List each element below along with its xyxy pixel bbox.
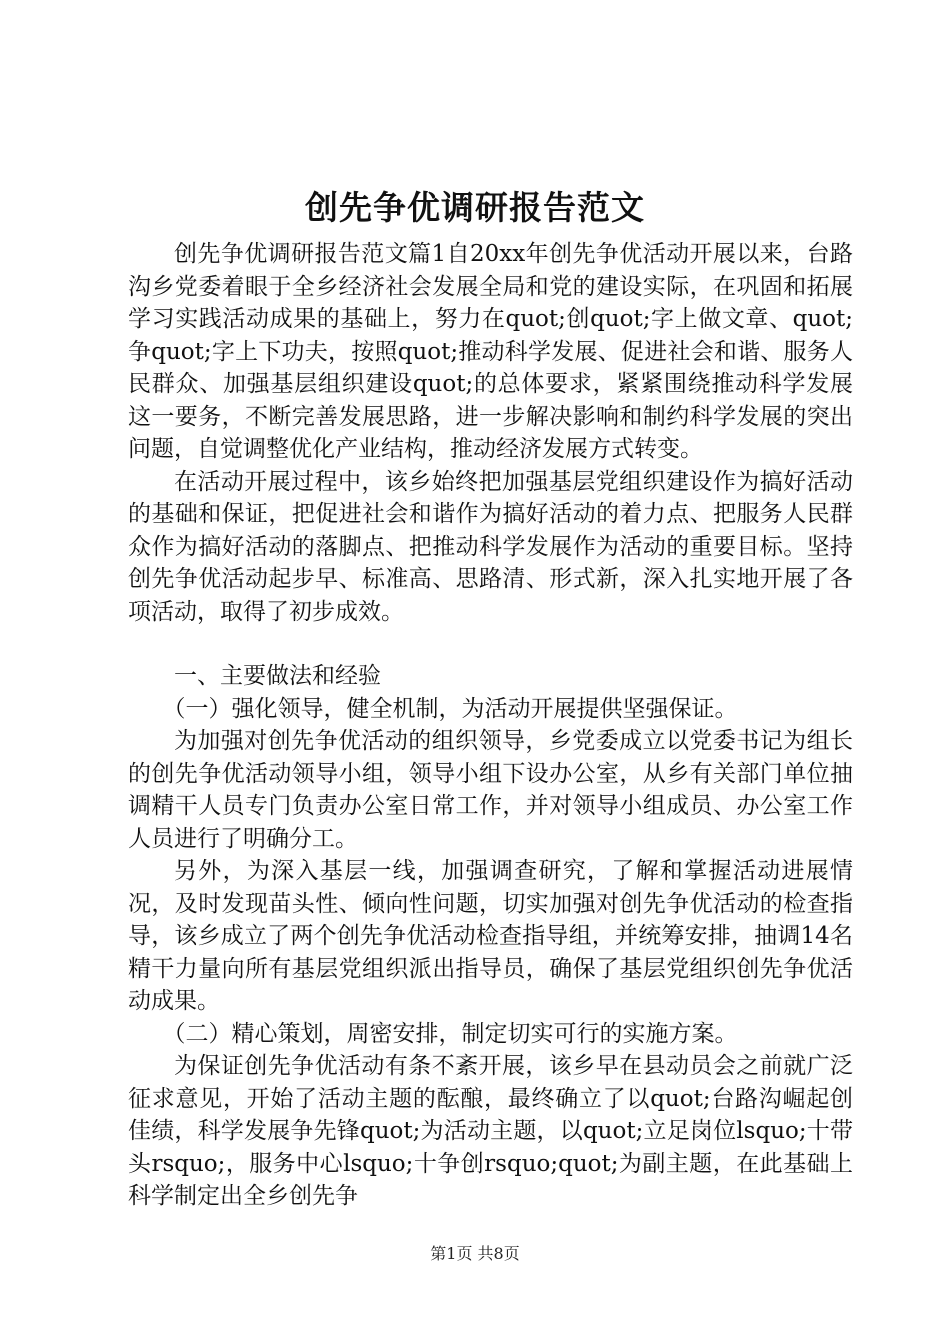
page-footer: 第1页 共8页 <box>430 1244 520 1263</box>
section-heading: 一、主要做法和经验 <box>174 663 381 689</box>
paragraph-planning: 为保证创先争优活动有条不紊开展，该乡早在县动员会之前就广泛征求意见，开始了活动主题的酝酿，最终确立了以quot;台路沟崛起创佳绩，科学发展争先锋quot;为活动主题，以quot;立足岗位lsquo;十带头rsquo;，服务中心lsquo;十争创rsquo;quot;为副主题，在此基础上科学制定出全乡创先争 <box>128 1053 853 1209</box>
paragraph-inspection: 另外，为深入基层一线，加强调查研究，了解和掌握活动进展情况，及时发现苗头性、倾向性问题，切实加强对创先争优活动的检查指导，该乡成立了两个创先争优活动检查指导组，并统筹安排，抽调14名精干力量向所有基层党组织派出指导员，确保了基层党组织创先争优活动成果。 <box>128 858 853 1014</box>
paragraph-leadership: 为加强对创先争优活动的组织领导，乡党委成立以党委书记为组长的创先争优活动领导小组，领导小组下设办公室，从乡有关部门单位抽调精干人员专门负责办公室日常工作，并对领导小组成员、办公室工作人员进行了明确分工。 <box>128 728 853 852</box>
document-title: 创先争优调研报告范文 <box>305 188 645 227</box>
document-body <box>128 238 853 1213</box>
paragraph-process: 在活动开展过程中，该乡始终把加强基层党组织建设作为搞好活动的基础和保证，把促进社会和谐作为搞好活动的着力点、把服务人民群众作为搞好活动的落脚点、把推动科学发展作为活动的重要目标。坚持创先争优活动起步早、标准高、思路清、形式新，深入扎实地开展了各项活动，取得了初步成效。 <box>128 468 853 625</box>
subsection-heading-2: （二）精心策划，周密安排，制定切实可行的实施方案。 <box>162 1020 738 1047</box>
subsection-heading-1: （一）强化领导，健全机制，为活动开展提供坚强保证。 <box>162 695 738 722</box>
paragraph-intro: 创先争优调研报告范文篇1自20xx年创先争优活动开展以来，台路沟乡党委着眼于全乡经济社会发展全局和党的建设实际，在巩固和拓展学习实践活动成果的基础上，努力在quot;创quot;字上做文章、quot;争quot;字上下功夫，按照quot;推动科学发展、促进社会和谐、服务人民群众、加强基层组织建设quot;的总体要求，紧紧围绕推动科学发展这一要务，不断完善发展思路，进一步解决影响和制约科学发展的突出问题，自觉调整优化产业结构，推动经济发展方式转变。 <box>128 241 853 462</box>
